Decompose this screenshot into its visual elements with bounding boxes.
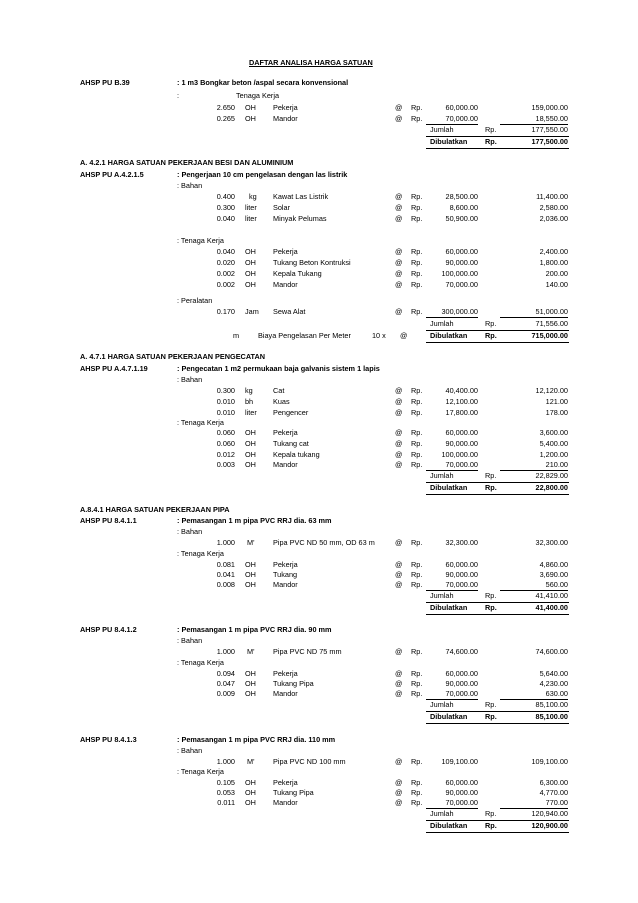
unit-price: 60,000.00 bbox=[445, 560, 478, 569]
currency: Rp. bbox=[411, 258, 423, 267]
row-total: 140.00 bbox=[545, 280, 568, 289]
unit: OH bbox=[245, 439, 256, 448]
row-total: 121.00 bbox=[545, 397, 568, 406]
at-sign: @ bbox=[395, 397, 403, 406]
at-sign: @ bbox=[395, 307, 403, 316]
currency: Rp. bbox=[411, 439, 423, 448]
page-title: DAFTAR ANALISA HARGA SATUAN bbox=[249, 58, 373, 67]
unit-price: 70,000.00 bbox=[445, 280, 478, 289]
group-label: : Tenaga Kerja bbox=[177, 658, 224, 667]
row-total: 109,100.00 bbox=[531, 757, 568, 766]
subtotal-value: 85,100.00 bbox=[535, 700, 568, 709]
row-total: 2,580.00 bbox=[539, 203, 568, 212]
coefficient: 0.040 bbox=[216, 214, 235, 223]
unit: liter bbox=[245, 408, 257, 417]
divider bbox=[426, 614, 569, 615]
item-name: Cat bbox=[273, 386, 285, 395]
unit: liter bbox=[245, 203, 257, 212]
unit-price: 17,800.00 bbox=[445, 408, 478, 417]
coefficient: 0.300 bbox=[216, 386, 235, 395]
row-total: 3,690.00 bbox=[539, 570, 568, 579]
currency: Rp. bbox=[411, 103, 423, 112]
coefficient: 0.265 bbox=[216, 114, 235, 123]
divider bbox=[426, 494, 569, 495]
currency: Rp. bbox=[411, 114, 423, 123]
at-sign: @ bbox=[395, 103, 403, 112]
currency: Rp. bbox=[485, 125, 497, 134]
row-total: 4,230.00 bbox=[539, 679, 568, 688]
subtotal-value: 22,829.00 bbox=[535, 471, 568, 480]
currency: Rp. bbox=[411, 192, 423, 201]
currency: Rp. bbox=[485, 591, 497, 600]
currency: Rp. bbox=[411, 460, 423, 469]
unit-price: 100,000.00 bbox=[441, 269, 478, 278]
item-description: : Pengerjaan 10 cm pengelasan dengan las listrik bbox=[177, 170, 348, 179]
at-sign: @ bbox=[395, 408, 403, 417]
at-sign: @ bbox=[395, 269, 403, 278]
subtotal-label: Jumlah bbox=[430, 700, 454, 709]
coefficient: 0.041 bbox=[216, 570, 235, 579]
coefficient: 0.003 bbox=[216, 460, 235, 469]
row-total: 770.00 bbox=[500, 798, 568, 809]
row-total: 4,860.00 bbox=[539, 560, 568, 569]
group-label: Tenaga Kerja bbox=[236, 91, 280, 100]
unit-price: 12,100.00 bbox=[445, 397, 478, 406]
row-total: 3,600.00 bbox=[539, 428, 568, 437]
unit: OH bbox=[245, 778, 256, 787]
item-code: AHSP PU A.4.7.1.19 bbox=[80, 364, 148, 373]
unit-price: 90,000.00 bbox=[445, 570, 478, 579]
row-total: 178.00 bbox=[545, 408, 568, 417]
unit: OH bbox=[245, 788, 256, 797]
currency: Rp. bbox=[411, 247, 423, 256]
item-name: Mandor bbox=[273, 460, 298, 469]
item-name: Mandor bbox=[273, 114, 298, 123]
at-sign: @ bbox=[395, 798, 403, 807]
subtotal-label: Jumlah bbox=[430, 471, 454, 480]
at-sign: @ bbox=[395, 778, 403, 787]
subtotal-value: 177,550.00 bbox=[531, 125, 568, 134]
currency: Rp. bbox=[411, 280, 423, 289]
row-total: 2,400.00 bbox=[539, 247, 568, 256]
item-description: : Pengecatan 1 m2 permukaan baja galvanis sistem 1 lapis bbox=[177, 364, 380, 373]
unit-price: 70,000.00 bbox=[426, 460, 478, 471]
unit: OH bbox=[245, 460, 256, 469]
currency: Rp. bbox=[411, 386, 423, 395]
group-label: : Tenaga Kerja bbox=[177, 418, 224, 427]
item-name: Solar bbox=[273, 203, 291, 212]
at-sign: @ bbox=[395, 247, 403, 256]
subtotal-value: 41,410.00 bbox=[535, 591, 568, 600]
unit-price: 70,000.00 bbox=[426, 689, 478, 700]
group-label: : Bahan bbox=[177, 375, 203, 384]
coefficient: 1.000 bbox=[216, 757, 235, 766]
row-total: 6,300.00 bbox=[539, 778, 568, 787]
unit-price: 90,000.00 bbox=[445, 439, 478, 448]
at-sign: @ bbox=[395, 214, 403, 223]
group-label: : Bahan bbox=[177, 527, 203, 536]
currency: Rp. bbox=[411, 450, 423, 459]
currency: Rp. bbox=[411, 647, 423, 656]
item-name: Tukang Pipa bbox=[273, 679, 314, 688]
unit: OH bbox=[245, 570, 256, 579]
item-name: Mandor bbox=[273, 689, 298, 698]
row-total: 200.00 bbox=[545, 269, 568, 278]
coefficient: 0.012 bbox=[216, 450, 235, 459]
item-description: : Pemasangan 1 m pipa PVC RRJ dia. 110 mm bbox=[177, 735, 336, 744]
unit-price: 60,000.00 bbox=[445, 669, 478, 678]
coefficient: 0.040 bbox=[216, 247, 235, 256]
coefficient: 0.060 bbox=[216, 428, 235, 437]
group-label: : Bahan bbox=[177, 746, 203, 755]
unit: OH bbox=[245, 580, 256, 589]
item-name: Kuas bbox=[273, 397, 290, 406]
item-name: Tukang Beton Kontruksi bbox=[273, 258, 351, 267]
unit: OH bbox=[245, 247, 256, 256]
currency: Rp. bbox=[485, 137, 497, 146]
unit-price: 100,000.00 bbox=[441, 450, 478, 459]
item-name: Tukang cat bbox=[273, 439, 309, 448]
unit: OH bbox=[245, 280, 256, 289]
unit: OH bbox=[245, 258, 256, 267]
unit: OH bbox=[245, 450, 256, 459]
coefficient: 1.000 bbox=[216, 647, 235, 656]
currency: Rp. bbox=[411, 214, 423, 223]
unit-price: 74,600.00 bbox=[445, 647, 478, 656]
unit: M' bbox=[247, 538, 255, 547]
currency: Rp. bbox=[411, 669, 423, 678]
group-label: : bbox=[177, 91, 180, 100]
coefficient: 0.300 bbox=[216, 203, 235, 212]
unit-price: 300,000.00 bbox=[426, 307, 478, 318]
unit: OH bbox=[245, 679, 256, 688]
currency: Rp. bbox=[411, 203, 423, 212]
unit-price: 70,000.00 bbox=[426, 580, 478, 591]
at-sign: @ bbox=[395, 570, 403, 579]
unit: OH bbox=[245, 560, 256, 569]
row-total: 32,300.00 bbox=[535, 538, 568, 547]
group-label: : Tenaga Kerja bbox=[177, 549, 224, 558]
item-description: : Pemasangan 1 m pipa PVC RRJ dia. 63 mm bbox=[177, 516, 332, 525]
unit: bh bbox=[245, 397, 254, 406]
currency: Rp. bbox=[485, 471, 497, 480]
coefficient: 2.650 bbox=[216, 103, 235, 112]
unit: Jam bbox=[245, 307, 259, 316]
item-code: AHSP PU 8.4.1.3 bbox=[80, 735, 137, 744]
coefficient: 1.000 bbox=[216, 538, 235, 547]
unit: kg bbox=[245, 386, 253, 395]
unit-price: 8,600.00 bbox=[449, 203, 478, 212]
row-total: 18,550.00 bbox=[500, 114, 568, 125]
item-name: Pekerja bbox=[273, 103, 298, 112]
coefficient: 0.081 bbox=[216, 560, 235, 569]
rounded-value: 41,400.00 bbox=[535, 603, 568, 612]
coefficient: 0.047 bbox=[216, 679, 235, 688]
item-name: Pekerja bbox=[273, 428, 298, 437]
divider bbox=[426, 723, 569, 724]
section-heading: A. 4.7.1 HARGA SATUAN PEKERJAAN PENGECATAN bbox=[80, 352, 266, 361]
currency: Rp. bbox=[485, 483, 497, 492]
item-name: Mandor bbox=[273, 280, 298, 289]
row-total: 51,000.00 bbox=[500, 307, 568, 318]
coefficient: 0.010 bbox=[216, 397, 235, 406]
item-name: Mandor bbox=[273, 580, 298, 589]
row-total: 12,120.00 bbox=[535, 386, 568, 395]
rounded-label: Dibulatkan bbox=[430, 712, 468, 721]
subtotal-label: Jumlah bbox=[430, 319, 454, 328]
currency: Rp. bbox=[485, 319, 497, 328]
coefficient: 0.011 bbox=[217, 798, 235, 807]
at-sign: @ bbox=[395, 647, 403, 656]
unit: OH bbox=[245, 114, 256, 123]
unit: kg bbox=[249, 192, 257, 201]
subtotal-value: 120,940.00 bbox=[531, 809, 568, 818]
item-code: AHSP PU A.4.2.1.5 bbox=[80, 170, 144, 179]
item-name: Tukang bbox=[273, 570, 298, 579]
item-code: AHSP PU 8.4.1.1 bbox=[80, 516, 137, 525]
at-sign: @ bbox=[395, 439, 403, 448]
rounded-label: Dibulatkan bbox=[430, 821, 468, 830]
row-total: 630.00 bbox=[500, 689, 568, 700]
item-name: Pipa PVC ND 100 mm bbox=[273, 757, 346, 766]
section-heading: A.8.4.1 HARGA SATUAN PEKERJAAN PIPA bbox=[80, 505, 230, 514]
coefficient: 0.002 bbox=[216, 280, 235, 289]
currency: Rp. bbox=[411, 560, 423, 569]
rounded-value: 120,900.00 bbox=[531, 821, 568, 830]
row-total: 159,000.00 bbox=[531, 103, 568, 112]
currency: Rp. bbox=[485, 331, 497, 340]
unit-price: 60,000.00 bbox=[445, 428, 478, 437]
unit-price: 70,000.00 bbox=[426, 114, 478, 125]
unit: OH bbox=[245, 669, 256, 678]
group-label: : Peralatan bbox=[177, 296, 213, 305]
currency: Rp. bbox=[485, 809, 497, 818]
divider bbox=[426, 832, 569, 833]
currency: Rp. bbox=[411, 580, 423, 589]
item-name: Pekerja bbox=[273, 247, 298, 256]
group-label: : Tenaga Kerja bbox=[177, 236, 224, 245]
unit-price: 90,000.00 bbox=[445, 679, 478, 688]
coefficient: 0.060 bbox=[216, 439, 235, 448]
coefficient: 0.105 bbox=[216, 778, 235, 787]
row-total: 210.00 bbox=[500, 460, 568, 471]
unit: liter bbox=[245, 214, 257, 223]
unit: OH bbox=[245, 798, 256, 807]
unit-price: 109,100.00 bbox=[441, 757, 478, 766]
item-name: Tukang Pipa bbox=[273, 788, 314, 797]
at-sign: @ bbox=[395, 192, 403, 201]
row-total: 2,036.00 bbox=[539, 214, 568, 223]
per-meter-label: Biaya Pengelasan Per Meter bbox=[258, 331, 351, 340]
at-sign: @ bbox=[395, 203, 403, 212]
item-description: : 1 m3 Bongkar beton /aspal secara konvensional bbox=[177, 78, 349, 87]
row-total: 1,800.00 bbox=[539, 258, 568, 267]
unit: m bbox=[233, 331, 240, 340]
unit-price: 90,000.00 bbox=[445, 788, 478, 797]
at-sign: @ bbox=[395, 538, 403, 547]
currency: Rp. bbox=[411, 408, 423, 417]
at-sign: @ bbox=[395, 428, 403, 437]
coefficient: 0.094 bbox=[216, 669, 235, 678]
coefficient: 0.020 bbox=[216, 258, 235, 267]
unit-price: 40,400.00 bbox=[445, 386, 478, 395]
unit-price: 90,000.00 bbox=[445, 258, 478, 267]
coefficient: 0.010 bbox=[216, 408, 235, 417]
coefficient: 0.053 bbox=[216, 788, 235, 797]
group-label: : Bahan bbox=[177, 181, 203, 190]
rounded-label: Dibulatkan bbox=[430, 331, 468, 340]
unit: M' bbox=[247, 647, 255, 656]
rounded-value: 85,100.00 bbox=[535, 712, 568, 721]
item-description: : Pemasangan 1 m pipa PVC RRJ dia. 90 mm bbox=[177, 625, 332, 634]
row-total: 5,640.00 bbox=[539, 669, 568, 678]
row-total: 11,400.00 bbox=[536, 192, 568, 201]
currency: Rp. bbox=[485, 700, 497, 709]
currency: Rp. bbox=[411, 757, 423, 766]
currency: Rp. bbox=[411, 798, 423, 807]
rounded-label: Dibulatkan bbox=[430, 483, 468, 492]
at-sign: @ bbox=[400, 331, 408, 340]
at-sign: @ bbox=[395, 679, 403, 688]
at-sign: @ bbox=[395, 280, 403, 289]
multiplier: 10 x bbox=[372, 331, 386, 340]
item-code: AHSP PU B.39 bbox=[80, 78, 130, 87]
subtotal-label: Jumlah bbox=[430, 809, 454, 818]
currency: Rp. bbox=[411, 538, 423, 547]
at-sign: @ bbox=[395, 450, 403, 459]
at-sign: @ bbox=[395, 689, 403, 698]
coefficient: 0.400 bbox=[216, 192, 235, 201]
item-name: Pipa PVC ND 50 mm, OD 63 m bbox=[273, 538, 375, 547]
unit-price: 28,500.00 bbox=[445, 192, 478, 201]
currency: Rp. bbox=[411, 570, 423, 579]
item-name: Kepala Tukang bbox=[273, 269, 322, 278]
currency: Rp. bbox=[485, 603, 497, 612]
section-heading: A. 4.2.1 HARGA SATUAN PEKERJAAN BESI DAN ALUMINIUM bbox=[80, 158, 294, 167]
unit-price: 60,000.00 bbox=[445, 103, 478, 112]
row-total: 1,200.00 bbox=[539, 450, 568, 459]
at-sign: @ bbox=[395, 460, 403, 469]
unit: OH bbox=[245, 103, 256, 112]
rounded-label: Dibulatkan bbox=[430, 603, 468, 612]
row-total: 74,600.00 bbox=[535, 647, 568, 656]
item-name: Pekerja bbox=[273, 778, 298, 787]
at-sign: @ bbox=[395, 386, 403, 395]
currency: Rp. bbox=[411, 689, 423, 698]
item-name: Kawat Las Listrik bbox=[273, 192, 329, 201]
unit-price: 50,900.00 bbox=[445, 214, 478, 223]
row-total: 4,770.00 bbox=[539, 788, 568, 797]
group-label: : Bahan bbox=[177, 636, 203, 645]
rounded-value: 177,500.00 bbox=[531, 137, 568, 146]
unit: OH bbox=[245, 428, 256, 437]
unit-price: 60,000.00 bbox=[445, 247, 478, 256]
rounded-value: 715,000.00 bbox=[531, 331, 568, 340]
item-name: Mandor bbox=[273, 798, 298, 807]
at-sign: @ bbox=[395, 580, 403, 589]
rounded-label: Dibulatkan bbox=[430, 137, 468, 146]
currency: Rp. bbox=[411, 679, 423, 688]
currency: Rp. bbox=[411, 778, 423, 787]
currency: Rp. bbox=[411, 788, 423, 797]
unit: OH bbox=[245, 269, 256, 278]
item-name: Kepala tukang bbox=[273, 450, 320, 459]
subtotal-label: Jumlah bbox=[430, 125, 454, 134]
at-sign: @ bbox=[395, 114, 403, 123]
row-total: 5,400.00 bbox=[539, 439, 568, 448]
currency: Rp. bbox=[411, 269, 423, 278]
group-label: : Tenaga Kerja bbox=[177, 767, 224, 776]
currency: Rp. bbox=[411, 307, 423, 316]
item-name: Pekerja bbox=[273, 669, 298, 678]
at-sign: @ bbox=[395, 560, 403, 569]
divider bbox=[426, 342, 569, 343]
coefficient: 0.008 bbox=[216, 580, 235, 589]
item-name: Pipa PVC ND 75 mm bbox=[273, 647, 342, 656]
row-total: 560.00 bbox=[500, 580, 568, 591]
unit-price: 60,000.00 bbox=[445, 778, 478, 787]
unit-price: 32,300.00 bbox=[445, 538, 478, 547]
item-name: Sewa Alat bbox=[273, 307, 306, 316]
unit-price: 70,000.00 bbox=[426, 798, 478, 809]
at-sign: @ bbox=[395, 669, 403, 678]
at-sign: @ bbox=[395, 258, 403, 267]
subtotal-value: 71,556.00 bbox=[535, 319, 568, 328]
subtotal-label: Jumlah bbox=[430, 591, 454, 600]
item-name: Pengencer bbox=[273, 408, 309, 417]
unit: OH bbox=[245, 689, 256, 698]
at-sign: @ bbox=[395, 757, 403, 766]
currency: Rp. bbox=[485, 712, 497, 721]
currency: Rp. bbox=[411, 397, 423, 406]
divider bbox=[426, 148, 569, 149]
unit: M' bbox=[247, 757, 255, 766]
currency: Rp. bbox=[411, 428, 423, 437]
coefficient: 0.009 bbox=[216, 689, 235, 698]
rounded-value: 22,800.00 bbox=[535, 483, 568, 492]
item-name: Minyak Pelumas bbox=[273, 214, 327, 223]
coefficient: 0.002 bbox=[216, 269, 235, 278]
item-name: Pekerja bbox=[273, 560, 298, 569]
coefficient: 0.170 bbox=[216, 307, 235, 316]
item-code: AHSP PU 8.4.1.2 bbox=[80, 625, 137, 634]
currency: Rp. bbox=[485, 821, 497, 830]
at-sign: @ bbox=[395, 788, 403, 797]
